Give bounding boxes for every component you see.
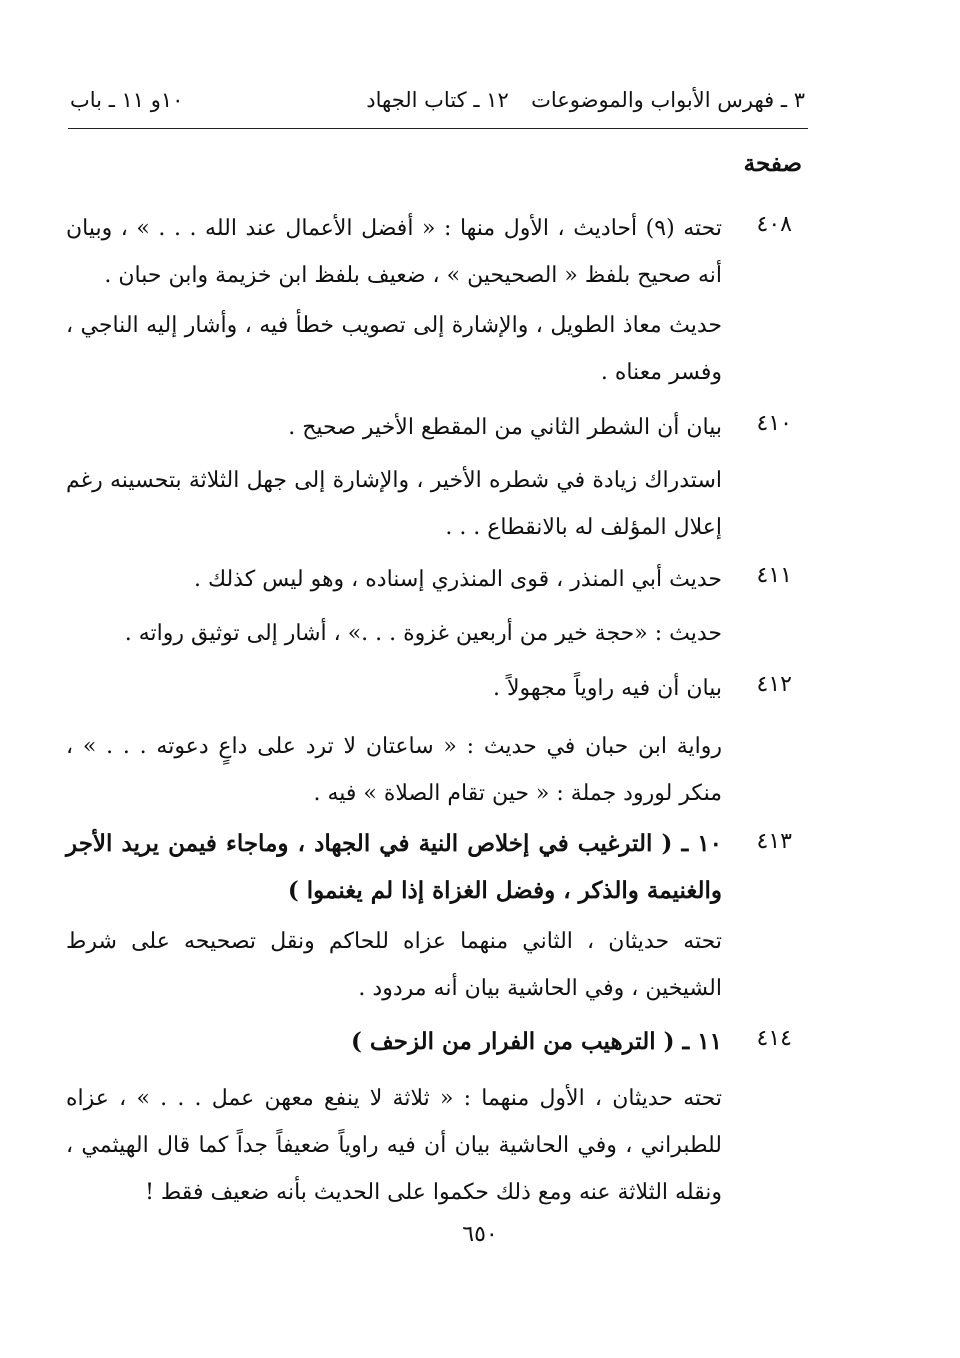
header-rule [68,128,808,129]
entry-sub-text: تحته حديثان ، الأول منهما : « ثلاثة لا ينفع معهن عمل . . . » ، عزاه للطبراني ، وفي الحاشية بيان أن فيه راوياً ضعيفاً جداً كما قال الهيثمي ، ونقله الثلاثة عنه ومع ذلك حكموا على الحديث بأنه ضعيف فقط ! [66,1086,722,1205]
entry-sub-text: حديث معاذ الطويل ، والإشارة إلى تصويب خطأ فيه ، وأشار إليه الناجي ، وفسر معناه . [66,313,722,385]
page-number: ٦٥٠ [462,1222,498,1247]
entry-page-number: ٤١٤ [756,1026,792,1051]
entry-main-text: حديث أبي المنذر ، قوى المنذري إسناده ، وهو ليس كذلك . [193,567,722,592]
header-chapter-range: ١٠و ١١ ـ باب [70,88,184,112]
page-column-label: صفحة [743,150,802,177]
entry-main-text: تحته (٩) أحاديث ، الأول منها : « أفضل الأعمال عند الله . . . » ، وبيان أنه صحيح بلفظ « الصحيحين » ، ضعيف بلفظ ابن خزيمة وابن حبان . [66,216,722,288]
entry-page-number: ٤١٠ [756,411,792,436]
chapter-heading: ١١ ـ ( الترهيب من الفرار من الزحف ) [351,1028,722,1055]
entry-sub-text: استدراك زيادة في شطره الأخير ، والإشارة إلى جهل الثلاثة بتحسينه رغم إعلال المؤلف له بالانقطاع . . . [66,468,722,540]
entry-page-number: ٤١٢ [756,672,792,697]
entry-sub-text: رواية ابن حبان في حديث : « ساعتان لا ترد على داعٍ دعوته . . . » ، منكر لورود جملة : « حين تقام الصلاة » فيه . [66,734,722,806]
entry-main-text: بيان أن فيه راوياً مجهولاً . [492,676,722,701]
entry-main-text: بيان أن الشطر الثاني من المقطع الأخير صحيح . [288,415,722,440]
header-book-title: ١٢ ـ كتاب الجهاد [366,88,509,112]
entry-sub-text: تحته حديثان ، الثاني منهما عزاه للحاكم ونقل تصحيحه على شرط الشيخين ، وفي الحاشية بيان أنه مردود . [66,929,722,1001]
entry-page-number: ٤١٣ [756,829,792,854]
chapter-heading: ١٠ ـ ( الترغيب في إخلاص النية في الجهاد ، وماجاء فيمن يريد الأجر والغنيمة والذكر ، وفضل الغزاة إذا لم يغنموا ) [66,830,722,904]
entry-sub-text: حديث : «حجة خير من أربعين غزوة . . .» ، أشار إلى توثيق رواته . [124,621,722,646]
running-header [70,88,805,124]
header-section-title: ٣ ـ فهرس الأبواب والموضوعات [531,88,805,112]
entry-page-number: ٤١١ [756,563,792,588]
entry-page-number: ٤٠٨ [756,212,792,237]
